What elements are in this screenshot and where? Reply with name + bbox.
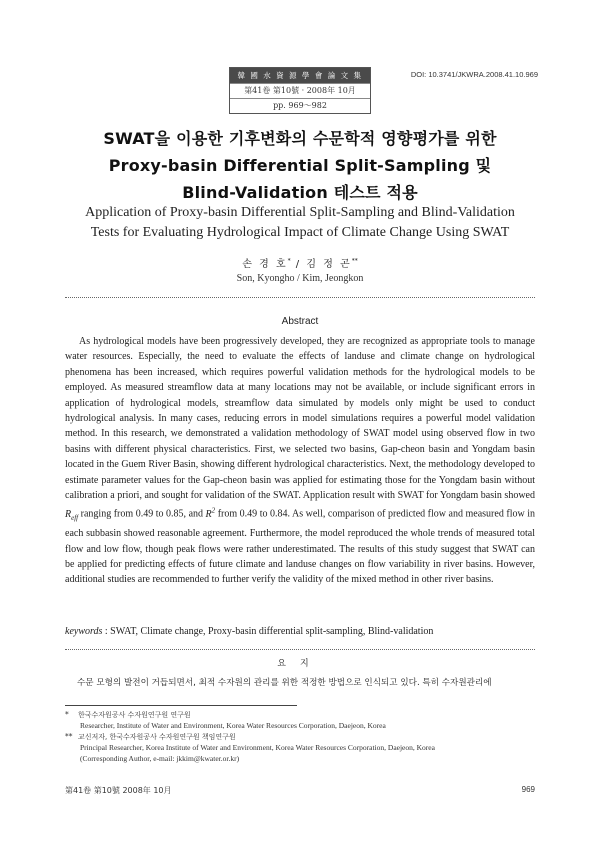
footnote-2-en: Principal Researcher, Korea Institute of Water and Environment, Korea Water Resources Corporation, Daejeon, Korea xyxy=(80,743,435,752)
authors-en: Son, Kyongho / Kim, Jeongkon xyxy=(236,273,364,284)
keywords-label: keywords xyxy=(65,626,103,637)
title-ko-line2: Proxy-basin Differential Split-Sampling 및 xyxy=(108,156,492,175)
footnote-2-mark: ** xyxy=(65,732,73,741)
abstract-text-part2: ranging from 0.49 to 0.85, and xyxy=(78,508,206,520)
author1-mark: * xyxy=(287,257,291,265)
footnote-2-contact: (Corresponding Author, e-mail: jkkim@kwater.or.kr) xyxy=(80,754,240,763)
keywords-text: : SWAT, Climate change, Proxy-basin differential split-sampling, Blind-validation xyxy=(102,626,434,637)
footnote-1-mark: * xyxy=(65,710,69,719)
doi-label: DOI: 10.3741/JKWRA.2008.41.10.969 xyxy=(410,70,538,79)
journal-name: 韓 國 水 資 源 學 會 論 文 集 xyxy=(230,68,370,83)
page-number: 969 xyxy=(521,785,535,794)
abstract-text-part1: As hydrological models have been progressively developed, they are recognized as appropriate tools to manage water resources. Especially, the need to evaluate the effects of landuse and climate change on hydrological phenomena has been increased, which requires powerful validation methods for the hydrological models to be employed. As measured streamflow data at many locations may not be available, or include significant errors in application of hydrological models, streamflow data simulated by models only might be used to conduct hydrological analysis. In many cases, reducing errors in model simulations requires a powerful model validation method. In this research, we demonstrated a validation methodology of SWAT model using observed flow in two basins with different physical characteristics. First, we selected two basins, Gap-cheon basin and Yongdam basin located in the Guem River Basin, showing different hydrological characteristics. Next, the methodology developed to estimate parameter values for the Gap-cheon basin was applied for estimating those for the Yongdam basin without calibration a priori, and sought for validation of the SWAT. Application result with SWAT for Yongdam basin showed xyxy=(65,336,535,502)
footer-journal-issue: 第41卷 第10號 2008年 10月 xyxy=(65,786,172,795)
abstract-text-part3: from 0.49 to 0.84. As well, comparison of predicted flow and measured flow in each subbasin showed reasonable agreement. Furthermore, the model reproduced the whole trends of measured total flow and low flow, though peak flows were rather underestimated. The results of this study suggest that SWAT can be applied for predicting effects of future climate and landuse changes on flow variability in river basins. However, additional studies are recommended to further verify the validity of the mixed method in other river basins. xyxy=(65,508,536,586)
footnote-rule xyxy=(65,705,297,706)
yoji-body: 수문 모형의 발전이 거듭되면서, 최적 수자원의 관리를 위한 적정한 방법으로 인식되고 있다. 특히 수자원관리에 xyxy=(77,678,492,688)
title-ko-line1: SWAT을 이용한 기후변화의 수문학적 영향평가를 위한 xyxy=(103,129,497,148)
divider-top xyxy=(65,297,535,298)
footnote-1-ko: 한국수자원공사 수자원연구원 연구원 xyxy=(78,711,191,719)
authors-ko xyxy=(0,255,600,270)
author1-ko: 손 경 호 xyxy=(242,259,288,270)
title-ko-line3: Blind-Validation 테스트 적용 xyxy=(182,183,418,202)
author2-ko: 김 정 곤 xyxy=(306,259,352,270)
abstract-body xyxy=(65,334,535,588)
keywords xyxy=(65,626,535,637)
footnote-1 xyxy=(65,710,191,720)
abstract-heading: Abstract xyxy=(281,316,319,327)
author-separator: / xyxy=(290,259,307,270)
divider-bottom xyxy=(65,649,535,650)
title-en-line2: Tests for Evaluating Hydrological Impact of Climate Change Using SWAT xyxy=(90,225,510,240)
symbol-reff: $R_{eff}$ xyxy=(65,508,79,522)
symbol-r2: $R^2$ xyxy=(205,506,216,520)
title-en-line1: Application of Proxy-basin Differential Split-Sampling and Blind-Validation xyxy=(85,205,515,220)
footnote-2 xyxy=(65,732,236,742)
journal-pages: pp. 969～982 xyxy=(230,98,370,113)
footnote-1-en: Researcher, Institute of Water and Environment, Korea Water Resources Corporation, Daejeon, Korea xyxy=(80,721,386,730)
author2-mark: ** xyxy=(351,257,358,265)
journal-volume-issue: 第41卷 第10號 · 2008年 10月 xyxy=(230,83,370,98)
yoji-heading: 요지 xyxy=(277,659,323,669)
journal-info-box xyxy=(229,67,371,114)
footnote-2-ko: 교신저자, 한국수자원공사 수자원연구원 책임연구원 xyxy=(78,733,236,741)
